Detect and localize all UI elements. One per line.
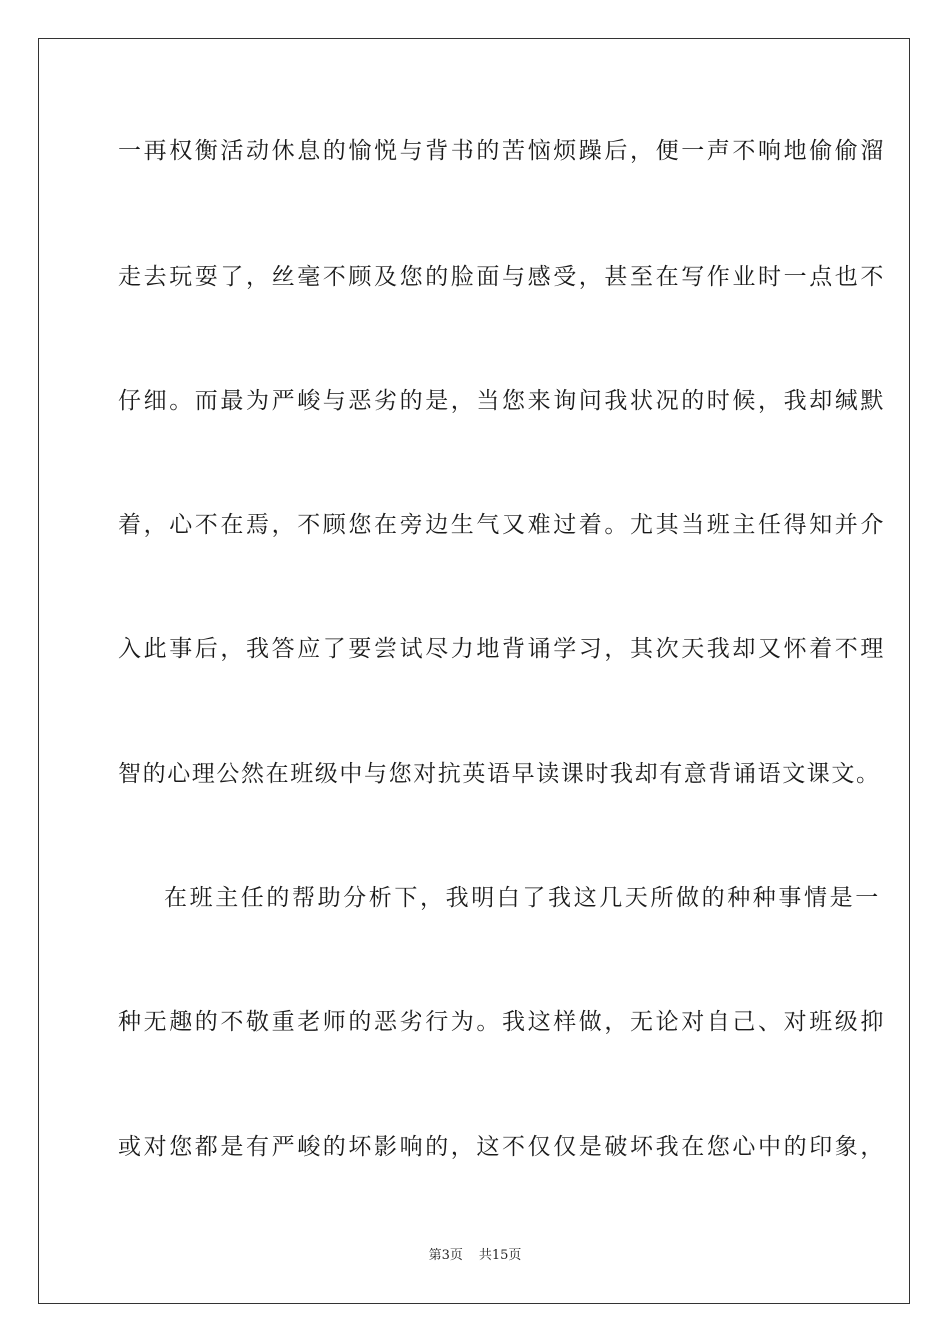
text-line-8: 种无趣的不敬重老师的恶劣行为。我这样做，无论对自己、对班级抑 (118, 1009, 886, 1035)
text-line-2: 走去玩耍了，丝毫不顾及您的脸面与感受，甚至在写作业时一点也不 (118, 264, 886, 290)
text-line-5: 入此事后，我答应了要尝试尽力地背诵学习，其次天我却又怀着不理 (118, 636, 886, 662)
text-line-4: 着，心不在焉，不顾您在旁边生气又难过着。尤其当班主任得知并介 (118, 512, 886, 538)
page-border (38, 38, 910, 1304)
page-footer (0, 1247, 950, 1265)
text-line-9: 或对您都是有严峻的坏影响的，这不仅仅是破坏我在您心中的印象， (118, 1134, 886, 1160)
text-line-7-paragraph-start: 在班主任的帮助分析下，我明白了我这几天所做的种种事情是一 (164, 885, 881, 911)
page-total: 共15页 (478, 1248, 522, 1263)
page-number: 第3页 (428, 1248, 463, 1263)
text-line-1: 一再权衡活动休息的愉悦与背书的苦恼烦躁后，便一声不响地偷偷溜 (118, 138, 886, 164)
text-line-3: 仔细。而最为严峻与恶劣的是，当您来询问我状况的时候，我却缄默 (118, 388, 886, 414)
text-line-6: 智的心理公然在班级中与您对抗英语早读课时我却有意背诵语文课文。 (118, 761, 881, 787)
